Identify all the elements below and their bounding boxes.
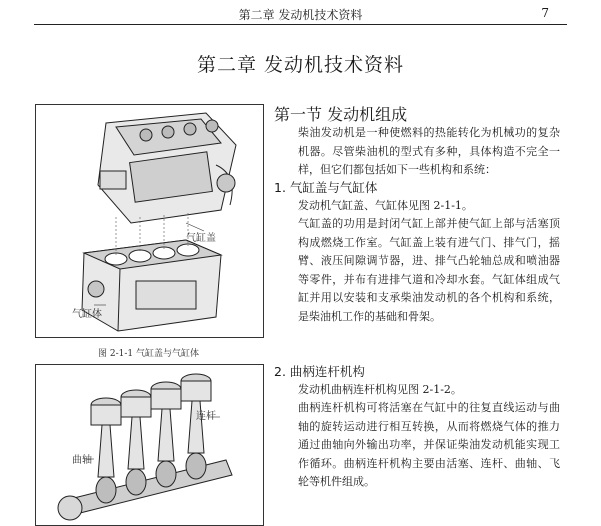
running-header <box>0 0 601 26</box>
subsection2-line1: 发动机曲柄连杆机构见图 2-1-2。 <box>298 383 462 396</box>
label-cylinder-block: 气缸体 <box>72 309 102 320</box>
running-title: 第二章 发动机技术资料 <box>238 8 363 22</box>
subsection2-body: 曲柄连杆机构可将活塞在气缸中的往复直线运动与曲轴的旋转运动进行相互转换，从而将燃烧气体的推力通过曲轴向外输出功率，并保证柴油发动机能实现工作循环。曲柄连杆机构主要由活塞、连杆、曲轴、飞轮等机件组成。 <box>298 401 560 488</box>
label-connecting-rod: 连杆 <box>196 411 216 422</box>
subsection1-body: 气缸盖的功用是封闭气缸上部并使气缸上部与活塞顶构成燃烧工作室。气缸盖上装有进气门、排气门，摇臂、液压间隙调节器，进、排气凸轮轴总成和喷油器等零件，并布有进排气道和冷却水套。气缸体组成气缸并用以安装和支承柴油发动机的各个机构和系统，是柴油机工作的基础和骨架。 <box>298 217 560 323</box>
intro-paragraph: 柴油发动机是一种使燃料的热能转化为机械功的复杂机器。尽管柴油机的型式有多种，具体构造不完全一样，但它们都包括如下一些机构和系统： <box>298 126 560 176</box>
label-cylinder-head: 气缸盖 <box>186 233 216 244</box>
page-number: 7 <box>541 6 549 20</box>
subsection2-title: 2. 曲柄连杆机构 <box>274 364 365 379</box>
chapter-title: 第二章 发动机技术资料 <box>196 54 405 76</box>
crankshaft-illustration <box>36 365 263 525</box>
figure-crank-connecting-rod <box>35 364 264 526</box>
section-title: 第一节 发动机组成 <box>274 105 408 124</box>
label-crankshaft: 曲轴 <box>72 455 92 466</box>
figure1-caption: 图 2-1-1 气缸盖与气缸体 <box>98 349 199 359</box>
subsection1-title: 1. 气缸盖与气缸体 <box>274 180 378 195</box>
subsection1-line1: 发动机气缸盖、气缸体见图 2-1-1。 <box>298 199 473 212</box>
engine-illustration <box>36 105 263 337</box>
figure-cylinder-head-block <box>35 104 264 338</box>
header-rule <box>34 24 567 25</box>
